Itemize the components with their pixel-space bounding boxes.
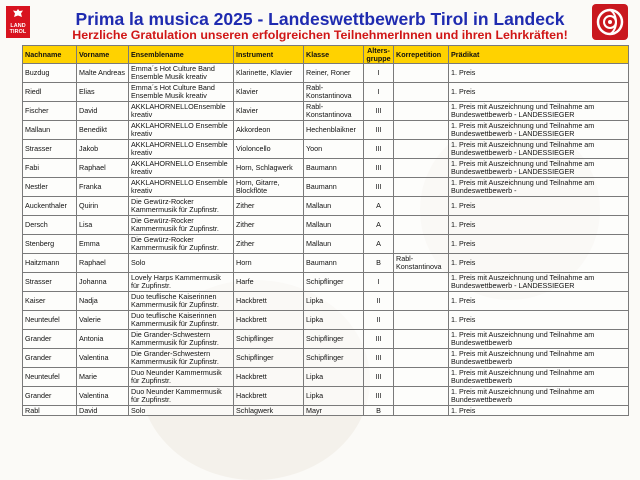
table-header-row bbox=[23, 46, 629, 64]
cell-altersgruppe: III bbox=[364, 368, 394, 387]
cell-praedikat: 1. Preis bbox=[449, 292, 629, 311]
cell-korrepetition bbox=[394, 273, 449, 292]
cell-korrepetition bbox=[394, 83, 449, 102]
cell-klasse: Schipflinger bbox=[304, 273, 364, 292]
cell-altersgruppe: A bbox=[364, 216, 394, 235]
cell-ensemblename: Die Gewürz-Rocker Kammermusik für Zupfinstr. bbox=[129, 235, 234, 254]
cell-klasse: Lipka bbox=[304, 387, 364, 406]
cell-altersgruppe: III bbox=[364, 140, 394, 159]
cell-nachname: Riedl bbox=[23, 83, 77, 102]
cell-ensemblename: Solo bbox=[129, 254, 234, 273]
cell-klasse: Yoon bbox=[304, 140, 364, 159]
cell-instrument: Hackbrett bbox=[234, 387, 304, 406]
cell-instrument: Zither bbox=[234, 216, 304, 235]
table-row bbox=[23, 83, 629, 102]
column-header-klasse: Klasse bbox=[304, 46, 364, 64]
cell-altersgruppe: III bbox=[364, 178, 394, 197]
cell-nachname: Nestler bbox=[23, 178, 77, 197]
cell-ensemblename: Lovely Harps Kammermusik für Zupfinstr. bbox=[129, 273, 234, 292]
cell-nachname: Fabi bbox=[23, 159, 77, 178]
cell-praedikat: 1. Preis bbox=[449, 254, 629, 273]
cell-ensemblename: AKKLAHORNELLOEnsemble kreativ bbox=[129, 102, 234, 121]
cell-praedikat: 1. Preis bbox=[449, 197, 629, 216]
column-header-nachname: Nachname bbox=[23, 46, 77, 64]
logo-text-line1: LAND bbox=[10, 23, 26, 29]
cell-vorname: Lisa bbox=[77, 216, 129, 235]
table-row bbox=[23, 368, 629, 387]
table-row bbox=[23, 216, 629, 235]
cell-vorname: Antonia bbox=[77, 330, 129, 349]
cell-korrepetition bbox=[394, 140, 449, 159]
cell-praedikat: 1. Preis mit Auszeichnung und Teilnahme am Bundeswettbewerb bbox=[449, 349, 629, 368]
cell-ensemblename: AKKLAHORNELLO Ensemble kreativ bbox=[129, 178, 234, 197]
cell-instrument: Klavier bbox=[234, 102, 304, 121]
table-row bbox=[23, 292, 629, 311]
music-swirl-icon bbox=[592, 4, 628, 40]
cell-instrument: Akkordeon bbox=[234, 121, 304, 140]
cell-nachname: Haitzmann bbox=[23, 254, 77, 273]
cell-klasse: Baumann bbox=[304, 254, 364, 273]
table-row bbox=[23, 235, 629, 254]
table-row bbox=[23, 273, 629, 292]
cell-ensemblename: AKKLAHORNELLO Ensemble kreativ bbox=[129, 140, 234, 159]
cell-vorname: Benedikt bbox=[77, 121, 129, 140]
cell-vorname: David bbox=[77, 406, 129, 416]
cell-korrepetition bbox=[394, 368, 449, 387]
logo-text-line2: TIROL bbox=[9, 29, 27, 35]
cell-praedikat: 1. Preis bbox=[449, 235, 629, 254]
cell-ensemblename: Duo teuflische Kaiserinnen Kammermusik für Zupfinstr. bbox=[129, 292, 234, 311]
cell-instrument: Schipflinger bbox=[234, 349, 304, 368]
cell-instrument: Klarinette, Klavier bbox=[234, 64, 304, 83]
cell-korrepetition bbox=[394, 102, 449, 121]
cell-nachname: Mallaun bbox=[23, 121, 77, 140]
cell-nachname: Stenberg bbox=[23, 235, 77, 254]
cell-ensemblename: AKKLAHORNELLO Ensemble kreativ bbox=[129, 159, 234, 178]
cell-instrument: Klavier bbox=[234, 83, 304, 102]
results-table bbox=[22, 45, 629, 416]
column-header-altersgruppe: Alters-gruppe bbox=[364, 46, 394, 64]
cell-klasse: Rabl-Konstantinova bbox=[304, 102, 364, 121]
cell-instrument: Harfe bbox=[234, 273, 304, 292]
cell-altersgruppe: III bbox=[364, 349, 394, 368]
cell-korrepetition bbox=[394, 159, 449, 178]
cell-vorname: Valentina bbox=[77, 349, 129, 368]
cell-instrument: Zither bbox=[234, 235, 304, 254]
cell-nachname: Kaiser bbox=[23, 292, 77, 311]
table-row bbox=[23, 197, 629, 216]
cell-korrepetition bbox=[394, 121, 449, 140]
cell-instrument: Hackbrett bbox=[234, 292, 304, 311]
cell-nachname: Grander bbox=[23, 330, 77, 349]
cell-korrepetition bbox=[394, 387, 449, 406]
table-row bbox=[23, 140, 629, 159]
cell-korrepetition bbox=[394, 235, 449, 254]
cell-instrument: Horn, Schlagwerk bbox=[234, 159, 304, 178]
prima-la-musica-logo bbox=[592, 4, 628, 40]
cell-altersgruppe: I bbox=[364, 83, 394, 102]
cell-nachname: Neunteufel bbox=[23, 368, 77, 387]
cell-klasse: Schipflinger bbox=[304, 330, 364, 349]
cell-korrepetition bbox=[394, 311, 449, 330]
cell-altersgruppe: A bbox=[364, 197, 394, 216]
cell-praedikat: 1. Preis bbox=[449, 406, 629, 416]
cell-vorname: Valerie bbox=[77, 311, 129, 330]
cell-nachname: Auckenthaler bbox=[23, 197, 77, 216]
cell-korrepetition bbox=[394, 349, 449, 368]
cell-altersgruppe: I bbox=[364, 64, 394, 83]
cell-nachname: Fischer bbox=[23, 102, 77, 121]
cell-praedikat: 1. Preis mit Auszeichnung und Teilnahme am Bundeswettbewerb - LANDESSIEGER bbox=[449, 140, 629, 159]
cell-vorname: Raphael bbox=[77, 254, 129, 273]
cell-korrepetition bbox=[394, 197, 449, 216]
cell-vorname: Valentina bbox=[77, 387, 129, 406]
cell-altersgruppe: A bbox=[364, 235, 394, 254]
cell-nachname: Rabl bbox=[23, 406, 77, 416]
cell-klasse: Mallaun bbox=[304, 216, 364, 235]
cell-ensemblename: Duo Neunder Kammermusik für Zupfinstr. bbox=[129, 368, 234, 387]
cell-vorname: David bbox=[77, 102, 129, 121]
cell-klasse: Hechenblaikner bbox=[304, 121, 364, 140]
cell-klasse: Lipka bbox=[304, 368, 364, 387]
cell-nachname: Grander bbox=[23, 349, 77, 368]
cell-vorname: Johanna bbox=[77, 273, 129, 292]
table-row bbox=[23, 330, 629, 349]
cell-nachname: Dersch bbox=[23, 216, 77, 235]
cell-praedikat: 1. Preis mit Auszeichnung und Teilnahme am Bundeswettbewerb - LANDESSIEGER bbox=[449, 102, 629, 121]
table-row bbox=[23, 159, 629, 178]
cell-praedikat: 1. Preis bbox=[449, 83, 629, 102]
cell-nachname: Neunteufel bbox=[23, 311, 77, 330]
cell-praedikat: 1. Preis mit Auszeichnung und Teilnahme am Bundeswettbewerb - LANDESSIEGER bbox=[449, 159, 629, 178]
cell-ensemblename: Die Gewürz-Rocker Kammermusik für Zupfinstr. bbox=[129, 216, 234, 235]
cell-altersgruppe: B bbox=[364, 254, 394, 273]
column-header-praedikat: Prädikat bbox=[449, 46, 629, 64]
cell-nachname: Grander bbox=[23, 387, 77, 406]
cell-korrepetition bbox=[394, 406, 449, 416]
cell-altersgruppe: I bbox=[364, 273, 394, 292]
cell-instrument: Hackbrett bbox=[234, 368, 304, 387]
column-header-vorname: Vorname bbox=[77, 46, 129, 64]
cell-ensemblename: AKKLAHORNELLO Ensemble kreativ bbox=[129, 121, 234, 140]
land-tirol-logo bbox=[6, 6, 30, 38]
cell-korrepetition bbox=[394, 292, 449, 311]
cell-praedikat: 1. Preis mit Auszeichnung und Teilnahme am Bundeswettbewerb bbox=[449, 387, 629, 406]
page-title: Prima la musica 2025 - Landeswettbewerb Tirol in Landeck bbox=[75, 9, 565, 29]
table-row bbox=[23, 387, 629, 406]
cell-vorname: Raphael bbox=[77, 159, 129, 178]
cell-ensemblename: Solo bbox=[129, 406, 234, 416]
cell-vorname: Quirin bbox=[77, 197, 129, 216]
page-subtitle: Herzliche Gratulation unseren erfolgreichen TeilnehmerInnen und ihren Lehrkräften! bbox=[72, 28, 568, 42]
cell-ensemblename: Duo teuflische Kaiserinnen Kammermusik für Zupfinstr. bbox=[129, 311, 234, 330]
cell-praedikat: 1. Preis mit Auszeichnung und Teilnahme am Bundeswettbewerb bbox=[449, 368, 629, 387]
cell-altersgruppe: III bbox=[364, 387, 394, 406]
table-row bbox=[23, 102, 629, 121]
cell-klasse: Baumann bbox=[304, 178, 364, 197]
table-row bbox=[23, 311, 629, 330]
column-header-instrument: Instrument bbox=[234, 46, 304, 64]
cell-praedikat: 1. Preis mit Auszeichnung und Teilnahme am Bundeswettbewerb bbox=[449, 330, 629, 349]
cell-vorname: Emma bbox=[77, 235, 129, 254]
cell-korrepetition bbox=[394, 330, 449, 349]
cell-korrepetition: Rabl-Konstantinova bbox=[394, 254, 449, 273]
cell-korrepetition bbox=[394, 216, 449, 235]
cell-altersgruppe: B bbox=[364, 406, 394, 416]
cell-praedikat: 1. Preis mit Auszeichnung und Teilnahme am Bundeswettbewerb - LANDESSIEGER bbox=[449, 121, 629, 140]
cell-nachname: Strasser bbox=[23, 140, 77, 159]
cell-instrument: Schlagwerk bbox=[234, 406, 304, 416]
cell-instrument: Horn bbox=[234, 254, 304, 273]
cell-korrepetition bbox=[394, 64, 449, 83]
table-row bbox=[23, 64, 629, 83]
cell-instrument: Violoncello bbox=[234, 140, 304, 159]
cell-instrument: Zither bbox=[234, 197, 304, 216]
cell-altersgruppe: II bbox=[364, 311, 394, 330]
cell-ensemblename: Die Grander-Schwestern Kammermusik für Zupfinstr. bbox=[129, 330, 234, 349]
cell-instrument: Horn, Gitarre, Blockflöte bbox=[234, 178, 304, 197]
cell-klasse: Mayr bbox=[304, 406, 364, 416]
table-row bbox=[23, 254, 629, 273]
cell-vorname: Nadja bbox=[77, 292, 129, 311]
table-row bbox=[23, 121, 629, 140]
eagle-icon bbox=[12, 8, 24, 20]
cell-ensemblename: Duo Neunder Kammermusik für Zupfinstr. bbox=[129, 387, 234, 406]
cell-altersgruppe: III bbox=[364, 159, 394, 178]
page-header bbox=[0, 0, 640, 44]
cell-ensemblename: Die Grander-Schwestern Kammermusik für Zupfinstr. bbox=[129, 349, 234, 368]
cell-ensemblename: Die Gewürz-Rocker Kammermusik für Zupfinstr. bbox=[129, 197, 234, 216]
cell-klasse: Lipka bbox=[304, 311, 364, 330]
cell-praedikat: 1. Preis mit Auszeichnung und Teilnahme am Bundeswettbewerb - LANDESSIEGER bbox=[449, 273, 629, 292]
cell-klasse: Reiner, Roner bbox=[304, 64, 364, 83]
cell-altersgruppe: III bbox=[364, 330, 394, 349]
cell-praedikat: 1. Preis mit Auszeichnung und Teilnahme am Bundeswettbewerb - bbox=[449, 178, 629, 197]
cell-vorname: Elias bbox=[77, 83, 129, 102]
cell-vorname: Jakob bbox=[77, 140, 129, 159]
cell-ensemblename: Emma´s Hot Culture Band Ensemble Musik kreativ bbox=[129, 83, 234, 102]
cell-klasse: Mallaun bbox=[304, 235, 364, 254]
cell-klasse: Rabl-Konstantinova bbox=[304, 83, 364, 102]
cell-korrepetition bbox=[394, 178, 449, 197]
cell-altersgruppe: III bbox=[364, 121, 394, 140]
cell-klasse: Mallaun bbox=[304, 197, 364, 216]
cell-praedikat: 1. Preis bbox=[449, 64, 629, 83]
cell-altersgruppe: III bbox=[364, 102, 394, 121]
column-header-korrepetition: Korrepetition bbox=[394, 46, 449, 64]
cell-nachname: Buzdug bbox=[23, 64, 77, 83]
table-row bbox=[23, 349, 629, 368]
table-row bbox=[23, 178, 629, 197]
cell-klasse: Lipka bbox=[304, 292, 364, 311]
cell-ensemblename: Emma´s Hot Culture Band Ensemble Musik kreativ bbox=[129, 64, 234, 83]
cell-vorname: Marie bbox=[77, 368, 129, 387]
cell-klasse: Baumann bbox=[304, 159, 364, 178]
table-row bbox=[23, 406, 629, 416]
cell-instrument: Hackbrett bbox=[234, 311, 304, 330]
cell-altersgruppe: II bbox=[364, 292, 394, 311]
table-body bbox=[23, 64, 629, 416]
cell-instrument: Schipflinger bbox=[234, 330, 304, 349]
cell-vorname: Franka bbox=[77, 178, 129, 197]
cell-klasse: Schipflinger bbox=[304, 349, 364, 368]
cell-praedikat: 1. Preis bbox=[449, 216, 629, 235]
cell-nachname: Strasser bbox=[23, 273, 77, 292]
cell-praedikat: 1. Preis bbox=[449, 311, 629, 330]
column-header-ensemblename: Ensemblename bbox=[129, 46, 234, 64]
cell-vorname: Malte Andreas bbox=[77, 64, 129, 83]
